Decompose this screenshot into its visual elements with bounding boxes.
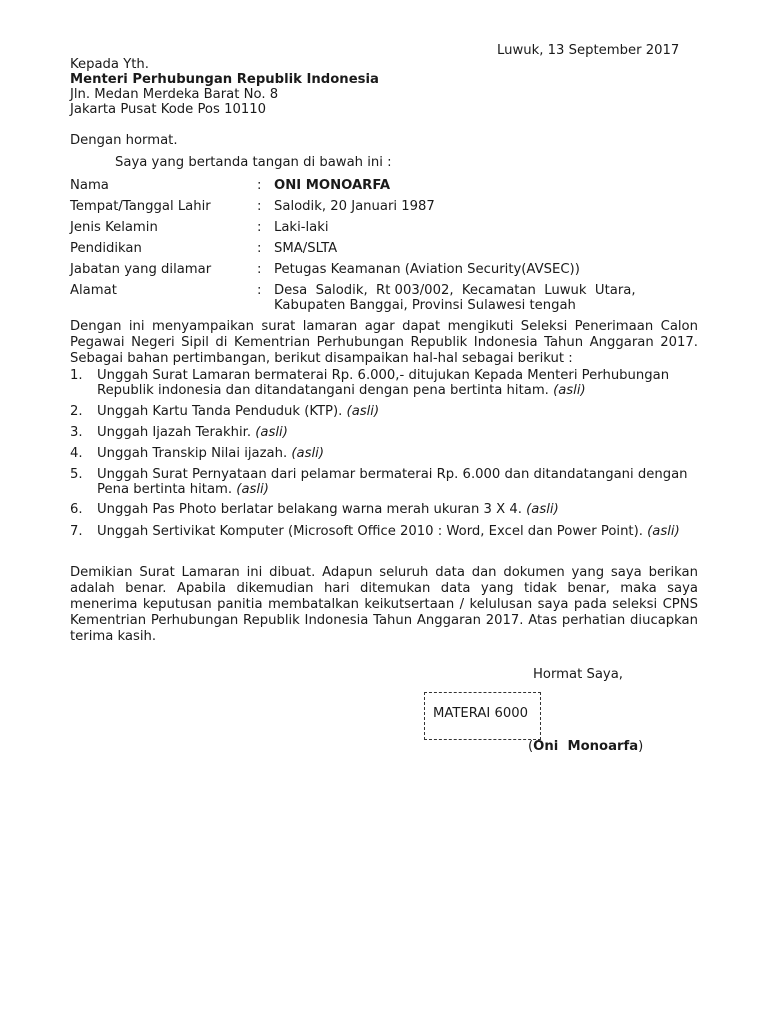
field-colon: : <box>257 241 262 256</box>
recipient-address-line1: Jln. Medan Merdeka Barat No. 8 <box>70 87 279 102</box>
list-item-number: 4. <box>70 446 83 461</box>
signature-open-paren: ( <box>528 739 534 754</box>
list-item <box>97 425 698 441</box>
note-asli: (asli) <box>255 425 288 440</box>
signature-name-text: Oni Monoarfa <box>533 739 639 754</box>
list-item <box>97 524 698 540</box>
closing-paragraph: Demikian Surat Lamaran ini dibuat. Adapun seluruh data dan dokumen yang saya berikan adalah benar. Apabila dikemudian hari ditemukan data yang tidak benar, maka saya menerima keputusan panitia membatalkan keikutsertaan / kelulusan saya pada seleksi CPNS Kementrian Perhubungan Republik Indonesia Tahun Anggaran 2017. Atas perhatian diucapkan terima kasih. <box>70 565 698 644</box>
list-item-number: 6. <box>70 502 83 517</box>
note-asli: (asli) <box>647 524 680 539</box>
field-label-nama: Nama <box>70 178 109 193</box>
list-item-number: 5. <box>70 467 83 482</box>
note-asli: (asli) <box>553 383 586 398</box>
list-item-text: Unggah Ijazah Terakhir. <box>97 425 252 440</box>
field-colon: : <box>257 283 262 298</box>
field-value-education: SMA/SLTA <box>274 241 338 256</box>
list-item-text: Pena bertinta hitam. <box>97 482 233 497</box>
body-paragraph: Dengan ini menyampaikan surat lamaran agar dapat mengikuti Seleksi Penerimaan Calon Pegawai Negeri Sipil di Kementrian Perhubungan Republik Indonesia Tahun Anggaran 2017. Sebagai bahan pertimbangan, berikut disampaikan hal-hal sebagai berikut : <box>70 319 698 366</box>
field-colon: : <box>257 178 262 193</box>
note-asli: (asli) <box>291 446 324 461</box>
note-asli: (asli) <box>346 404 380 419</box>
closing-salutation: Hormat Saya, <box>533 667 623 682</box>
list-item-number: 2. <box>70 404 83 419</box>
field-value-ttl: Salodik, 20 Januari 1987 <box>274 199 435 214</box>
field-label-address: Alamat <box>70 283 117 298</box>
list-item <box>97 404 698 420</box>
list-item-number: 7. <box>70 524 83 539</box>
recipient-address-line2: Jakarta Pusat Kode Pos 10110 <box>70 102 267 117</box>
materai-stamp-box <box>424 692 541 740</box>
field-value-address-line1: Desa Salodik, Rt 003/002, Kecamatan Luwuk Utara, <box>274 283 636 298</box>
list-item <box>97 446 698 462</box>
list-item-text: Republik indonesia dan ditandatangani dengan pena bertinta hitam. <box>97 383 549 398</box>
list-item-number: 3. <box>70 425 83 440</box>
list-item-continuation <box>97 383 698 399</box>
recipient-salutation: Kepada Yth. <box>70 57 149 72</box>
field-value-position: Petugas Keamanan (Aviation Security(AVSEC)) <box>274 262 580 277</box>
field-colon: : <box>257 220 262 235</box>
field-label-ttl: Tempat/Tanggal Lahir <box>70 199 211 214</box>
list-item-text: Unggah Surat Lamaran bermaterai Rp. 6.000,- ditujukan Kepada Menteri Perhubungan <box>97 368 670 383</box>
list-item-text: Unggah Pas Photo berlatar belakang warna merah ukuran 3 X 4. <box>97 502 522 517</box>
list-item-text: Unggah Transkip Nilai ijazah. <box>97 446 288 461</box>
note-asli: (asli) <box>236 482 269 497</box>
field-label-gender: Jenis Kelamin <box>70 220 158 235</box>
list-item-text: Unggah Surat Pernyataan dari pelamar bermaterai Rp. 6.000 dan ditandatangani dengan <box>97 467 688 482</box>
field-label-position: Jabatan yang dilamar <box>70 262 212 277</box>
field-value-gender: Laki-laki <box>274 220 329 235</box>
field-value-nama: ONI MONOARFA <box>274 178 391 193</box>
stamp-label: MATERAI 6000 <box>433 706 529 721</box>
list-item-text: Unggah Sertivikat Komputer (Microsoft Office 2010 : Word, Excel dan Power Point). <box>97 524 643 539</box>
list-item <box>97 502 698 518</box>
intro-line: Saya yang bertanda tangan di bawah ini : <box>115 155 392 170</box>
signature-close-paren: ) <box>638 739 644 754</box>
list-item-text: Unggah Kartu Tanda Penduduk (KTP). <box>97 404 343 419</box>
field-value-address-line2: Kabupaten Banggai, Provinsi Sulawesi tengah <box>274 298 576 313</box>
field-colon: : <box>257 262 262 277</box>
field-colon: : <box>257 199 262 214</box>
note-asli: (asli) <box>526 502 559 517</box>
list-item-continuation <box>97 482 698 498</box>
list-item-number: 1. <box>70 368 83 383</box>
signature-name <box>528 739 643 755</box>
greeting: Dengan hormat. <box>70 133 178 148</box>
recipient-name: Menteri Perhubungan Republik Indonesia <box>70 72 379 87</box>
place-date: Luwuk, 13 September 2017 <box>497 43 680 58</box>
field-label-education: Pendidikan <box>70 241 142 256</box>
